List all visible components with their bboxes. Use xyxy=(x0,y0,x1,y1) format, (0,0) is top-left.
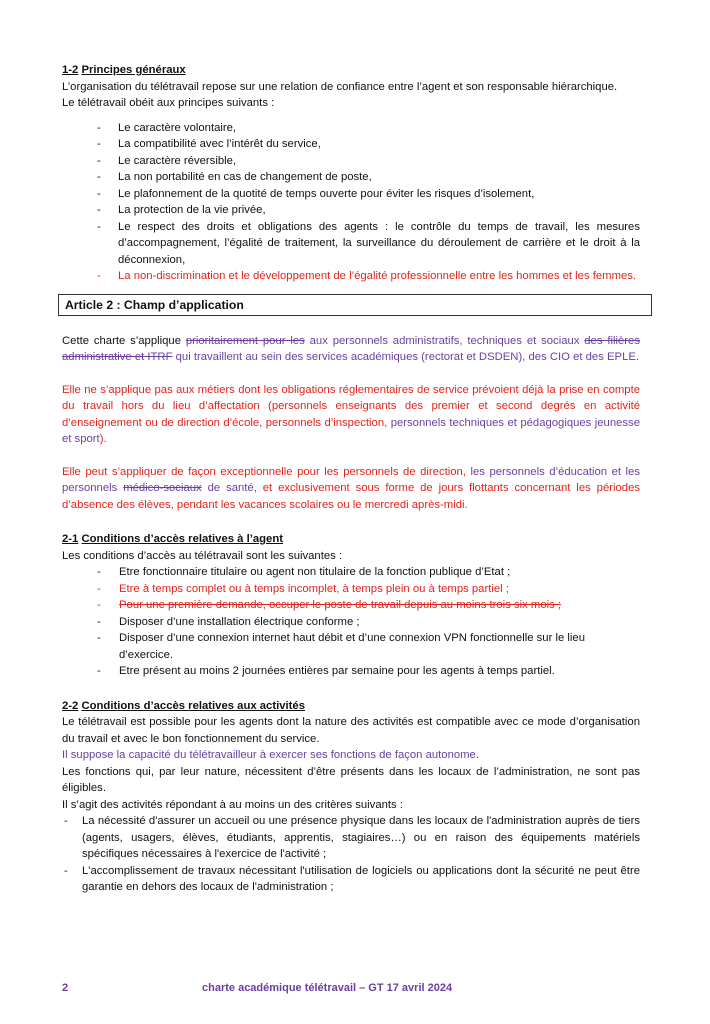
list-item: - Disposer d’une installation électrique conforme ; xyxy=(62,614,640,631)
list-item: - Etre fonctionnaire titulaire ou agent non titulaire de la fonction publique d’Etat ; xyxy=(62,564,640,581)
paragraph: Les conditions d’accès au télétravail sont les suivantes : xyxy=(62,549,343,562)
paragraph: Il s’agit des activités répondant à au moins un des critères suivants : xyxy=(62,798,403,811)
agent-conditions-list xyxy=(62,564,640,680)
section-number: 2-1 xyxy=(62,533,79,545)
list-item: - Le respect des droits et obligations des agents : le contrôle du temps de travail, les mesures d’accompagnement, l’égalité de traitement, la surveillance du déroulement de carrière et le droit à la déconnexion, xyxy=(62,219,640,269)
paragraph-added: Il suppose la capacité du télétravailleur à exercer ses fonctions de façon autonome. xyxy=(62,749,479,761)
paragraph: Le télétravail obéit aux principes suivants : xyxy=(62,97,275,109)
section-number: 1-2 xyxy=(62,64,79,76)
section-title: Conditions d’accès relatives aux activités xyxy=(81,699,305,712)
list-item: - Disposer d’une connexion internet haut débit et d’une connexion VPN fonctionnelle sur le lieu d’exercice. xyxy=(62,630,640,663)
list-item: - Le caractère volontaire, xyxy=(62,120,640,137)
list-item: - Le plafonnement de la quotité de temps ouverte pour éviter les risques d’isolement, xyxy=(62,186,640,203)
list-item-added: - La non-discrimination et le développement de l’égalité professionnelle entre les hommes et les femmes. xyxy=(62,268,640,285)
article-2-heading: Article 2 : Champ d’application xyxy=(58,294,652,316)
list-item: - La compatibilité avec l’intérêt du service, xyxy=(62,136,640,153)
deleted-text: médico-sociaux xyxy=(123,482,202,494)
principles-list xyxy=(62,120,640,285)
list-item-added: - Etre à temps complet ou à temps incomplet, à temps plein ou à temps partiel ; xyxy=(62,581,640,598)
page-number: 2 xyxy=(62,982,69,994)
paragraph: Le télétravail est possible pour les agents dont la nature des activités est compatible avec ce mode d’organisation du travail et avec le bon fonctionnement du service. xyxy=(62,716,640,745)
paragraph: L’organisation du télétravail repose sur une relation de confiance entre l’agent et son responsable hiérarchique. xyxy=(62,80,618,93)
footer-text: charte académique télétravail – GT 17 avril 2024 xyxy=(202,982,453,994)
section-heading-1-2 xyxy=(62,62,640,79)
deleted-text: des filières administrative et ITRF xyxy=(62,334,640,363)
list-item-deleted: - Pour une première demande, occuper le poste de travail depuis au moins trois six mois ; xyxy=(62,597,640,614)
section-heading-2-1 xyxy=(62,531,640,548)
list-item: - La non portabilité en cas de changement de poste, xyxy=(62,169,640,186)
list-item: - La nécessité d'assurer un accueil ou une présence physique dans les locaux de l'administration auprès de tiers (agents, usagers, élèves, étudiants, apprentis, stagiaires…) ou en raison des équipements matériels spécifiques nécessaires à l'exercice de l'activité ; xyxy=(62,813,640,863)
section-number: 2-2 xyxy=(62,699,79,712)
list-item: - L'accomplissement de travaux nécessitant l'utilisation de logiciels ou applications dont la sécurité ne peut être garantie en dehors des locaux de l'administration ; xyxy=(62,863,640,896)
activity-criteria-list xyxy=(62,813,640,896)
article-2-paragraph-2: Elle ne s’applique pas aux métiers dont les obligations réglementaires de service prévoient déjà la prise en compte du travail hors du lieu d’affectation (personnels enseignants des premier et second degrés en activité d’enseignement ou de direction d’école, personnels d’inspection, personnels techniques et pédagogiques jeunesse et sport). xyxy=(62,383,640,445)
list-item: - Etre présent au moins 2 journées entières par semaine pour les agents à temps partiel. xyxy=(62,663,640,680)
section-heading-2-2 xyxy=(62,698,640,715)
deleted-text: prioritairement pour les xyxy=(185,334,305,347)
paragraph: Les fonctions qui, par leur nature, nécessitent d’être présents dans les locaux de l’administration, ne sont pas éligibles. xyxy=(62,765,640,794)
page-body xyxy=(62,62,640,896)
article-2-paragraph-3: Elle peut s’appliquer de façon exceptionnelle pour les personnels de direction, les personnels d’éducation et les personnels médico-sociaux de santé, et exclusivement sous forme de jours flottants concernant les périodes d’absence des élèves, pendant les vacances scolaires ou le mercredi après-midi. xyxy=(62,465,640,511)
article-2-paragraph-1: Cette charte s’applique prioritairement pour les aux personnels administratifs, techniques et sociaux des filières administrative et ITRF qui travaillent au sein des services académiques (rectorat et DSDEN), des CIO et des EPLE. xyxy=(62,334,640,363)
list-item: - Le caractère réversible, xyxy=(62,153,640,170)
section-title: Conditions d’accès relatives à l’agent xyxy=(81,533,283,545)
section-title: Principes généraux xyxy=(81,64,186,76)
list-item: - La protection de la vie privée, xyxy=(62,202,640,219)
